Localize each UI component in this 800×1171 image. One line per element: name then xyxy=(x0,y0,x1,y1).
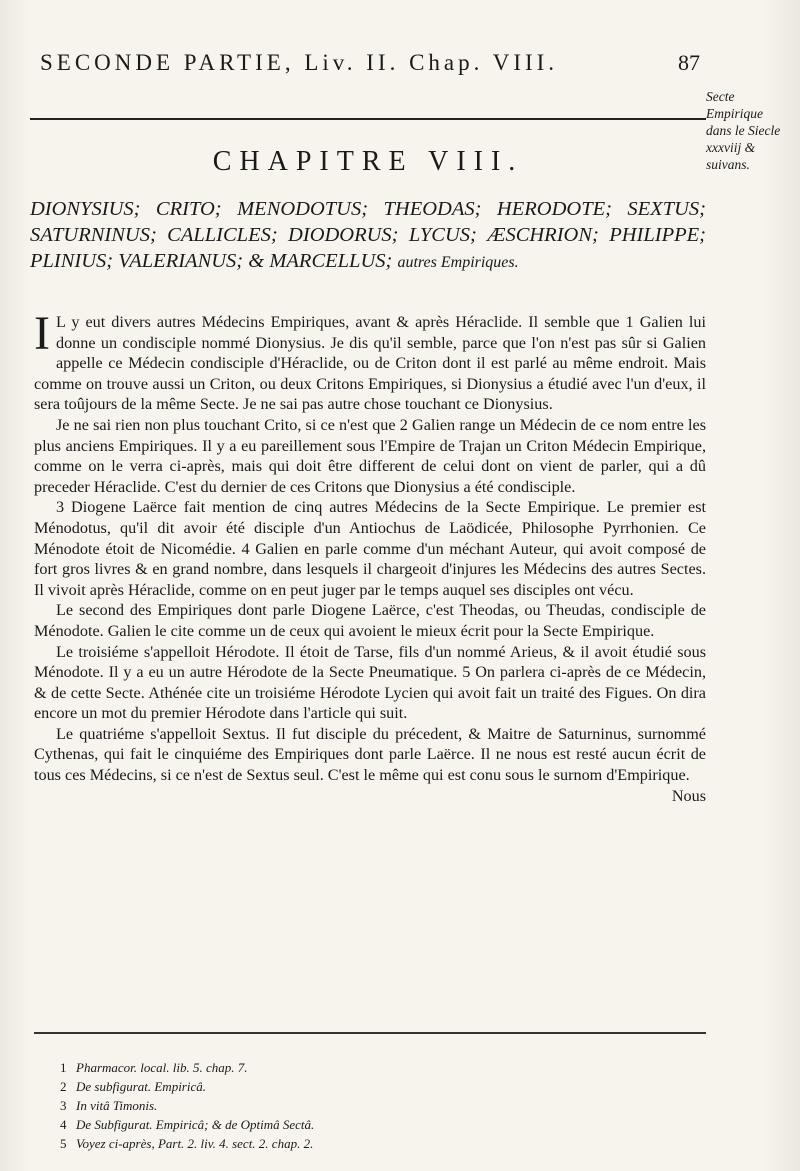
margin-note: Secte Empirique dans le Siecle xxxviij & suivans. xyxy=(706,89,781,172)
footnote xyxy=(60,1096,700,1115)
paragraph xyxy=(34,307,706,415)
paragraph: Le quatriéme s'appelloit Sextus. Il fut disciple du précedent, & Maitre de Saturninus, surnommé Cythenas, qui fait le cinquiéme des Empiriques dont parle Laërce. Il ne nous est resté aucun écrit de tous ces Médecins, si ce n'est de Sextus seul. C'est le même qui est conu sous le surnom d'Empirique. xyxy=(34,724,706,785)
paragraph: Le troisiéme s'appelloit Hérodote. Il étoit de Tarse, fils d'un nommé Arieus, & il avoit étudié sous Ménodote. Il y a eu un autre Hérodote de la Secte Pneumatique. 5 On parlera ci-après de ce Médecin, & de cette Secte. Athénée cite un troisiéme Hérodote Lycien qui avoit fait un traité des Figues. On dira encore un mot du premier Hérodote dans l'article qui suit. xyxy=(34,642,706,723)
footnote xyxy=(60,1058,700,1077)
page-number: 87 xyxy=(678,50,700,75)
paragraph-text: L y eut divers autres Médecins Empiriques, avant & après Héraclide. Il semble que 1 Galien lui donne un condisciple nommé Dionysius. Je dis qu'il semble, parce que l'on n'est pas sûr si Galien appelle ce Médecin condisciple d'Héraclide, ou de Criton dont il est parlé au même endroit. Mais comme on trouve aussi un Criton, ou deux Critons Empiriques, si Dionysius a étudié avec l'un d'eux, il sera toûjours de la même Secte. Je ne sai pas autre chose touchant ce Dionysius. xyxy=(34,313,706,414)
running-head xyxy=(40,50,700,76)
footnote-text: De Subfigurat. Empiricâ; & de Optimâ Sectâ. xyxy=(76,1117,315,1132)
footnote-text: Pharmacor. local. lib. 5. chap. 7. xyxy=(76,1060,248,1075)
footnote xyxy=(60,1115,700,1134)
footnote-number: 1 xyxy=(60,1060,67,1075)
body-text xyxy=(34,307,706,806)
subject-names: DIONYSIUS; CRITO; MENODOTUS; THEODAS; HERODOTE; SEXTUS; SATURNINUS; CALLICLES; DIODORUS; LYCUS; ÆSCHRION; PHILIPPE; PLINIUS; VALERIANUS; & MARCELLUS; xyxy=(30,198,706,272)
drop-cap: I xyxy=(34,307,50,360)
footnote-text: Voyez ci-après, Part. 2. liv. 4. sect. 2. chap. 2. xyxy=(76,1136,314,1151)
footnote-number: 2 xyxy=(60,1079,67,1094)
chapter-subjects xyxy=(30,196,706,276)
catchword: Nous xyxy=(671,786,706,805)
chapter-title: CHAPITRE VIII. xyxy=(212,146,524,177)
footnote xyxy=(60,1077,700,1096)
footnote-number: 3 xyxy=(60,1098,67,1113)
footnote-rule xyxy=(34,1032,706,1034)
subject-names-coda: autres Empiriques. xyxy=(397,254,519,271)
footnote-text: In vitâ Timonis. xyxy=(76,1098,158,1113)
header-rule xyxy=(30,118,706,120)
footnote-number: 5 xyxy=(60,1136,67,1151)
running-head-title: SECONDE PARTIE, Liv. II. Chap. VIII. xyxy=(40,50,559,75)
paragraph: Je ne sai rien non plus touchant Crito, si ce n'est que 2 Galien range un Médecin de ce nom entre les plus anciens Empiriques. Il y a eu pareillement sous l'Empire de Trajan un Criton Médecin Empirique, comme on le verra ci-après, mais qui doit être different de celui dont on vient de parler, qui a dû preceder Héraclide. C'est du dernier de ces Critons que Dionysius a été condisciple. xyxy=(34,415,706,496)
footnote-text: De subfigurat. Empiricâ. xyxy=(76,1079,206,1094)
footnote xyxy=(60,1134,700,1153)
footnote-number: 4 xyxy=(60,1117,67,1132)
paragraph: 3 Diogene Laërce fait mention de cinq autres Médecins de la Secte Empirique. Le premier est Ménodotus, qu'il dit avoir été disciple d'un Antiochus de Laödicée, Philosophe Pyrrhonien. Ce Ménodote étoit de Nicomédie. 4 Galien en parle comme d'un méchant Auteur, qui avoit composé de fort gros livres & en grand nombre, dans lesquels il chargeoit d'injures les Médecins des autres Sectes. Il vivoit après Héraclide, comme on en peut juger par le temps auquel ses disciples ont vécu. xyxy=(34,498,706,599)
footnotes xyxy=(60,1058,700,1153)
paragraph: Le second des Empiriques dont parle Diogene Laërce, c'est Theodas, ou Theudas, condisciple de Ménodote. Galien le cite comme un de ceux qui avoient le mieux écrit pour la Secte Empirique. xyxy=(34,601,706,640)
